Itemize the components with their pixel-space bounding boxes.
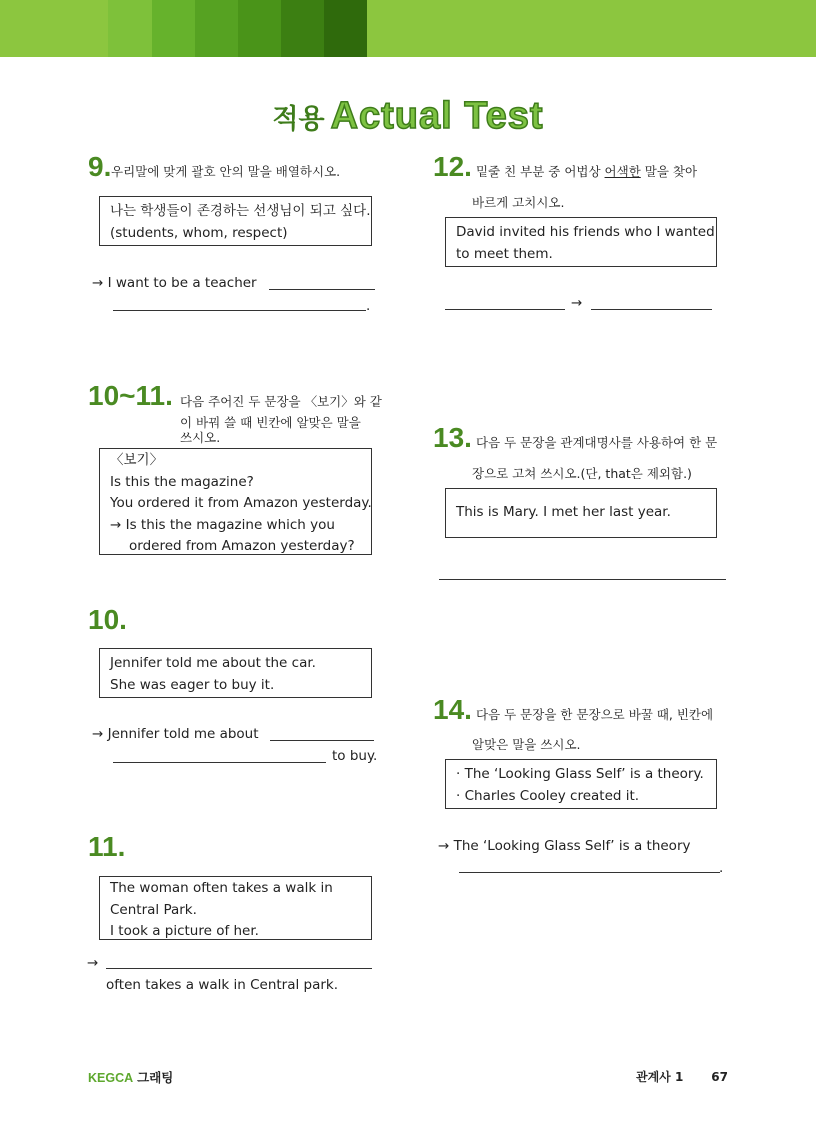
example-box [99,448,372,555]
question-11-box-line: The woman often takes a walk in [110,880,333,896]
question-10-box-line: She was eager to buy it. [110,676,275,693]
question-9-box-line: 나는 학생들이 존경하는 선생님이 되고 싶다. [110,203,371,219]
question-13-box-line: This is Mary. I met her last year. [456,504,671,520]
question-12-instruction-line2: 바르게 고치시오. [472,195,565,210]
banner-segment [152,0,195,57]
question-12-box-line: David invited his friends who I wanted [456,224,715,240]
question-11-box-line: I took a picture of her. [110,923,259,939]
footer-page-info [636,1068,728,1085]
question-12-instruction-part: 말을 찾아 [640,164,698,179]
question-13-answer-blank[interactable] [439,579,726,580]
question-14-box-line: · Charles Cooley created it. [456,787,640,804]
question-12-instruction [476,164,697,180]
question-14-answer-period: . [719,860,724,876]
example-box-line: → Is this the magazine which you [110,516,335,533]
question-14-answer-blank[interactable] [459,872,720,873]
question-14-box-line: · The ‘Looking Glass Self’ is a theory. [456,766,704,782]
question-9-answer-blank[interactable] [269,289,375,290]
question-12-box-line: to meet them. [456,245,553,262]
question-12-instruction-part: 밑줄 친 부분 중 어법상 [476,164,605,179]
question-12-arrow: → [571,295,583,311]
question-10-11-instruction-line3: 쓰시오. [180,430,221,445]
question-13-instruction-line2: 장으로 고쳐 쓰시오.(단, that은 제외함.) [472,466,692,481]
question-10-box [99,648,372,698]
question-9-answer-period: . [366,298,371,314]
banner-segment [108,0,152,57]
question-14-instruction-line1: 다음 두 문장을 한 문장으로 바꿀 때, 빈칸에 [476,707,714,722]
footer-chapter: 관계사 1 [635,1070,684,1084]
question-11-box-line: Central Park. [110,901,197,918]
question-14-box [445,759,717,809]
banner-segment [324,0,367,57]
banner-segment [281,0,324,57]
question-10-answer-prompt: → Jennifer told me about [92,726,259,742]
question-12-correct-blank[interactable] [591,309,712,310]
example-box-label: 〈보기〉 [110,452,164,468]
example-box-line: ordered from Amazon yesterday? [129,538,355,554]
example-box-line: You ordered it from Amazon yesterday. [110,495,372,511]
question-10-answer-blank[interactable] [270,740,374,741]
question-10-answer-end: to buy. [332,748,378,764]
question-11-box [99,876,372,940]
question-10-11-instruction-line2: 이 바꿔 쓸 때 빈칸에 알맞은 말을 [180,415,361,430]
question-9-answer-prompt: → I want to be a teacher [92,275,257,291]
question-10-11-instruction-line1: 다음 주어진 두 문장을 〈보기〉와 같 [180,394,382,409]
question-11-answer-blank[interactable] [106,968,372,969]
question-9-box-line: (students, whom, respect) [110,224,288,241]
question-10-11-number: 10~11. [88,380,173,411]
question-13-instruction-line1: 다음 두 문장을 관계대명사를 사용하여 한 문 [476,435,718,450]
question-10-answer-blank[interactable] [113,762,326,763]
footer-brand [88,1068,173,1086]
question-12-box [445,217,717,267]
question-13-number: 13. [433,422,472,453]
question-9-instruction: 우리말에 맞게 괄호 안의 말을 배열하시오. [111,164,341,179]
question-10-box-line: Jennifer told me about the car. [110,655,316,671]
example-box-line: Is this the magazine? [110,473,254,490]
question-14-number: 14. [433,694,472,725]
question-14-answer-prompt: → The ‘Looking Glass Self’ is a theory [438,838,691,854]
page-title-english: Actual Test [330,95,544,137]
question-11-number: 11. [88,831,126,862]
banner-segment [238,0,281,57]
question-9-number: 9. [88,151,112,182]
top-banner [0,0,816,57]
question-10-number: 10. [88,604,127,635]
question-14-instruction-line2: 알맞은 말을 쓰시오. [472,737,581,752]
question-11-arrow: → [87,955,99,971]
question-9-answer-blank[interactable] [113,310,366,311]
page-title [0,95,816,138]
banner-segment [195,0,238,57]
footer-book-title: 그래팅 [137,1070,174,1085]
footer-brand-logo: KEGCA [88,1071,134,1085]
question-13-box [445,488,717,538]
question-12-wrong-blank[interactable] [445,309,565,310]
page-title-korean: 적용 [272,104,325,135]
question-11-answer-end: often takes a walk in Central park. [106,977,339,993]
question-12-number: 12. [433,151,472,182]
footer-page-number: 67 [711,1070,728,1084]
question-9-box [99,196,372,246]
question-12-instruction-underlined: 어색한 [604,164,641,179]
